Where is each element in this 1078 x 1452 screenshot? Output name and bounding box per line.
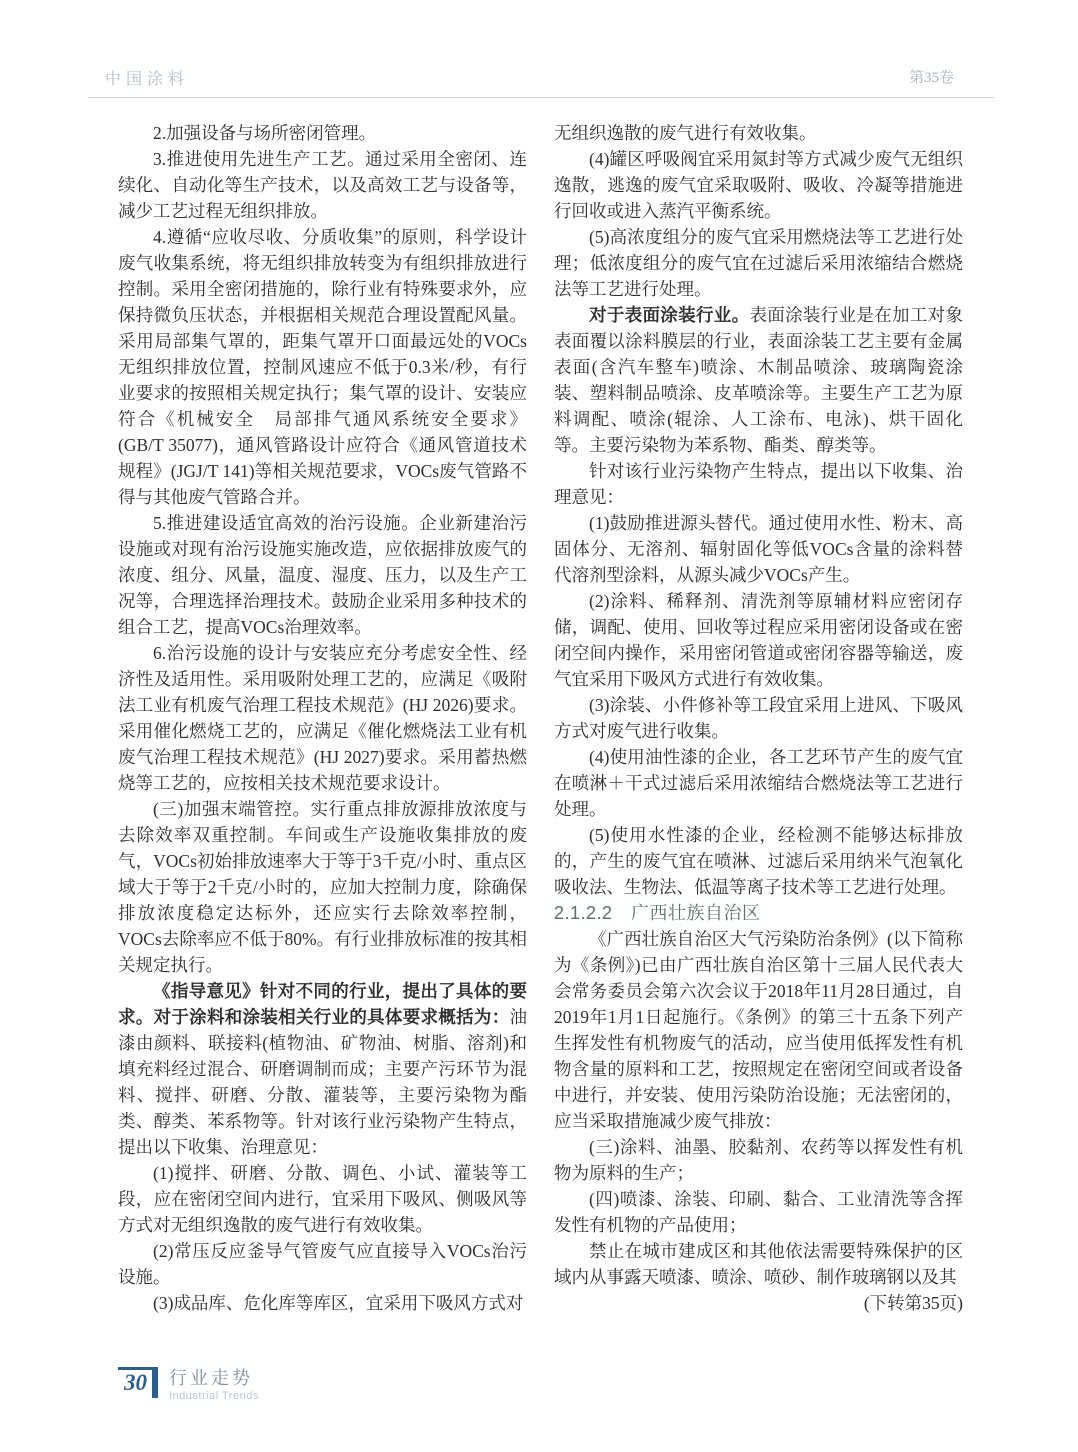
paragraph: (1)搅拌、研磨、分散、调色、小试、灌装等工段，应在密闭空间内进行，宜采用下吸风、侧吸风等方式对无组织逸散的废气进行有效收集。 — [118, 1163, 527, 1235]
page-number: 30 — [124, 1370, 147, 1395]
left-column — [118, 120, 527, 1316]
footer-section-labels — [169, 1367, 259, 1402]
bold-lead: 对于表面涂装行业。 — [589, 305, 750, 325]
paragraph: (三)加强末端管控。实行重点排放源排放浓度与去除效率双重控制。车间或生产设施收集排放的废气，VOCs初始排放速率大于等于3千克/小时、重点区域大于等于2千克/小时的，应加大控制力度，除确保排放浓度稳定达标外，还应实行去除效率控制，VOCs去除率应不低于80%。有行业排放标准的按其相关规定执行。 — [118, 799, 527, 975]
paragraph: 3.推进使用先进生产工艺。通过采用全密闭、连续化、自动化等生产技术，以及高效工艺与设备等，减少工艺过程无组织排放。 — [118, 149, 527, 221]
journal-title: 中国涂料 — [105, 71, 190, 88]
page-footer — [118, 1367, 259, 1402]
paragraph: 对于表面涂装行业。表面涂装行业是在加工对象表面覆以涂料膜层的行业，表面涂装工艺主要有金属表面(含汽车整车)喷涂、木制品喷涂、玻璃陶瓷涂装、塑料制品喷涂、皮革喷涂等。主要生产工艺为原料调配、喷涂(辊涂、人工涂布、电泳)、烘干固化等。主要污染物为苯系物、酯类、醇类等。 — [554, 305, 964, 455]
paragraph: 2.加强设备与场所密闭管理。 — [153, 123, 377, 143]
paragraph: (三)涂料、油墨、胶黏剂、农药等以挥发性有机物为原料的生产； — [554, 1137, 963, 1183]
bold-lead: 《指导意见》针对不同的行业，提出了具体的要求。对于涂料和涂装相关行业的具体要求概括为： — [118, 981, 527, 1027]
paragraph: 《广西壮族自治区大气污染防治条例》(以下简称为《条例》)已由广西壮族自治区第十三届人民代表大会常务委员会第六次会议于2018年11月28日通过，自2019年1月1日起施行。《条例》的第三十五条下列产生挥发性有机物废气的活动，应当使用低挥发性有机物含量的原料和工艺，按照规定在密闭空间或者设备中进行，并安装、使用污染防治设施；无法密闭的，应当采取措施减少废气排放： — [554, 929, 963, 1131]
page-number-mark — [118, 1367, 158, 1398]
right-column — [554, 120, 963, 1316]
paragraph: (5)高浓度组分的废气宜采用燃烧法等工艺进行处理；低浓度组分的废气宜在过滤后采用浓缩结合燃烧法等工艺进行处理。 — [554, 227, 963, 299]
paragraph: (4)罐区呼吸阀宜采用氮封等方式减少废气无组织逸散，逃逸的废气宜采取吸附、吸收、冷凝等措施进行回收或进入蒸汽平衡系统。 — [554, 149, 963, 221]
paragraph: (5)使用水性漆的企业，经检测不能够达标排放的，产生的废气宜在喷淋、过滤后采用纳米气泡氧化吸收法、生物法、低温等离子技术等工艺进行处理。 — [554, 825, 963, 897]
paragraph: (下转第35页) — [863, 1293, 963, 1313]
paragraph: 无组织逸散的废气进行有效收集。 — [554, 123, 817, 143]
paragraph: (3)涂装、小件修补等工段宜采用上进风、下吸风方式对废气进行收集。 — [554, 695, 963, 741]
paragraph: 4.遵循“应收尽收、分质收集”的原则，科学设计废气收集系统，将无组织排放转变为有组织排放进行控制。采用全密闭措施的，除行业有特殊要求外，应保持微负压状态，并根据相关规范合理设置配风量。采用局部集气罩的，距集气罩开口面最远处的VOCs无组织排放位置，控制风速应不低于0.3米/秒，有行业要求的按照相关规定执行；集气罩的设计、安装应符合《机械安全 局部排气通风系统安全要求》(GB/T 35077)，通风管路设计应符合《通风管道技术规程》(JGJ/T 141)等相关规范要求，VOCs废气管路不得与其他废气管路合并。 — [118, 227, 527, 507]
paragraph: (4)使用油性漆的企业，各工艺环节产生的废气宜在喷淋＋干式过滤后采用浓缩结合燃烧法等工艺进行处理。 — [554, 747, 963, 819]
footer-section-subtitle: Industrial Trends — [169, 1390, 259, 1402]
volume-label: 第35卷 — [908, 70, 954, 86]
paragraph: 6.治污设施的设计与安装应充分考虑安全性、经济性及适用性。采用吸附处理工艺的，应满足《吸附法工业有机废气治理工程技术规范》(HJ 2026)要求。采用催化燃烧工艺的，应满足《催化燃烧法工业有机废气治理工程技术规范》(HJ 2027)要求。采用蓄热燃烧等工艺的，应按相关技术规范要求设计。 — [118, 643, 527, 793]
paragraph: 5.推进建设适宜高效的治污设施。企业新建治污设施或对现有治污设施实施改造，应依据排放废气的浓度、组分、风量，温度、湿度、压力，以及生产工况等，合理选择治理技术。鼓励企业采用多种技术的组合工艺，提高VOCs治理效率。 — [118, 513, 527, 637]
page-header — [88, 66, 994, 98]
paragraph: (2)常压反应釜导气管废气应直接导入VOCs治污设施。 — [118, 1241, 527, 1287]
paragraph: (3)成品库、危化库等库区，宜采用下吸风方式对 — [153, 1293, 524, 1313]
article-body — [118, 120, 963, 1316]
paragraph: (四)喷漆、涂装、印刷、黏合、工业清洗等含挥发性有机物的产品使用； — [554, 1189, 963, 1235]
paragraph: (2)涂料、稀释剂、清洗剂等原辅材料应密闭存储，调配、使用、回收等过程应采用密闭设备或在密闭空间内操作，采用密闭管道或密闭容器等输送，废气宜采用下吸风方式进行有效收集。 — [554, 591, 963, 689]
footer-section-title: 行业走势 — [169, 1368, 253, 1388]
paragraph: 针对该行业污染物产生特点，提出以下收集、治理意见： — [554, 461, 963, 507]
section-heading: 2.1.2.2 广西壮族自治区 — [554, 903, 761, 923]
paragraph: 《指导意见》针对不同的行业，提出了具体的要求。对于涂料和涂装相关行业的具体要求概括为：油漆由颜料、联接料(植物油、矿物油、树脂、溶剂)和填充料经过混合、研磨调制而成；主要产污环节为混料、搅拌、研磨、分散、灌装等，主要污染物为酯类、醇类、苯系物等。针对该行业污染物产生特点，提出以下收集、治理意见： — [118, 981, 527, 1157]
paragraph: 禁止在城市建成区和其他依法需要特殊保护的区域内从事露天喷漆、喷涂、喷砂、制作玻璃钢以及其 — [554, 1241, 963, 1287]
paragraph: (1)鼓励推进源头替代。通过使用水性、粉末、高固体分、无溶剂、辐射固化等低VOCs含量的涂料替代溶剂型涂料，从源头减少VOCs产生。 — [554, 513, 963, 585]
footer-divider-bar — [152, 1370, 158, 1398]
